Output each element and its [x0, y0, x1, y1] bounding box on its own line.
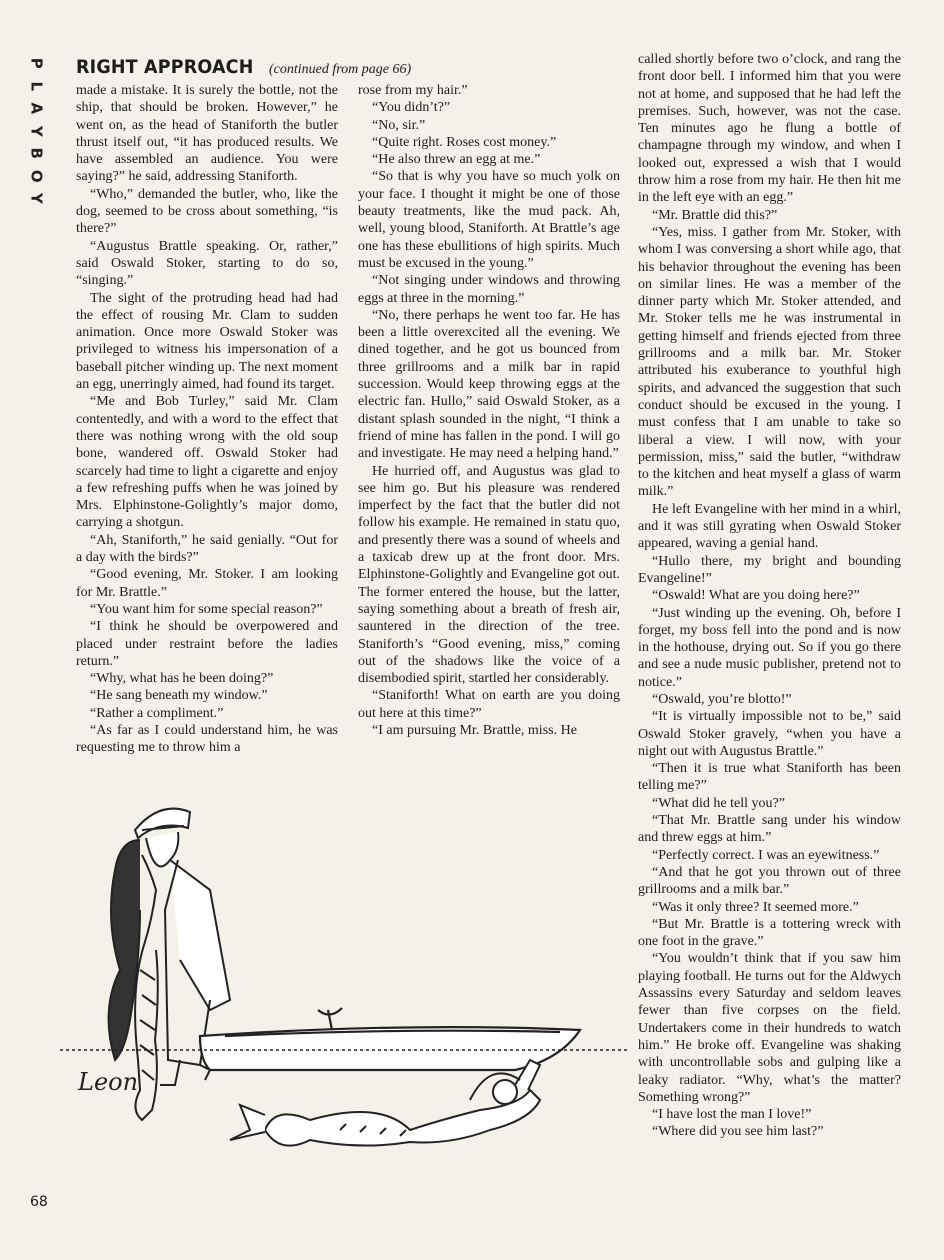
- paragraph: “You wouldn’t think that if you saw him playing football. He turns out for the Aldwych Assassins every Saturday and seldom leaves fewer than five corpses on the field. Undertakers come in their hundreds to watch him.” He broke off. Evangeline was shaking with uncontrollable sobs and gulping like a leaky radiator. “Why, what’s the matter? Something wrong?”: [638, 951, 901, 1105]
- text-column-1: [76, 82, 338, 757]
- magazine-letter: L: [27, 80, 46, 91]
- paragraph: “I am pursuing Mr. Brattle, miss. He: [372, 722, 577, 738]
- paragraph: The sight of the protruding head had had the effect of rousing Mr. Clam to sudden animation. Once more Oswald Stoker was privileged to witness his impersonation of a baseball pitcher winding up. The next moment an egg, unerringly aimed, had found its target.: [76, 290, 338, 393]
- paragraph: “What did he tell you?”: [652, 795, 785, 811]
- paragraph: “Mr. Brattle did this?”: [652, 207, 778, 223]
- magazine-letter: Y: [27, 192, 46, 204]
- paragraph: made a mistake. It is surely the bottle, not the ship, that should be broken. However,” he went on, as the head of Staniforth the butler thrust itself out, “it has produced results. We have assembled an audience. You were saying?” he said, addressing Staniforth.: [76, 83, 338, 185]
- cartoon-signature: Leon: [78, 1068, 139, 1096]
- paragraph: “No, sir.”: [372, 117, 426, 133]
- paragraph: “Quite right. Roses cost money.”: [372, 134, 557, 150]
- paragraph: “As far as I could understand him, he was requesting me to throw him a: [76, 722, 338, 756]
- paragraph: “Oswald! What are you doing here?”: [652, 588, 860, 604]
- continued-note: (continued from page 66): [268, 62, 412, 77]
- paragraph: “Just winding up the evening. Oh, before I forget, my boss fell into the pond and is now in the hothouse, drying out. So if you go there and see a nude music publisher, pretend not to notice.”: [638, 605, 901, 690]
- paragraph: “Me and Bob Turley,” said Mr. Clam contentedly, and with a word to the effect that there was nothing wrong with the old soup bone, wandered off. Oswald Stoker had scarcely had time to light a cigarette and enjoy a few refreshing puffs when he was joined by Mrs. Elphinstone-Golightly’s major domo, carrying a shotgun.: [76, 394, 338, 531]
- article-header: [76, 56, 411, 78]
- paragraph: “He sang beneath my window.”: [90, 688, 268, 704]
- magazine-letter: Y: [27, 125, 46, 137]
- article-title: RIGHT APPROACH: [76, 56, 254, 78]
- paragraph: “Who,” demanded the butler, who, like the dog, seemed to be cross about something, “is there?”: [76, 186, 338, 237]
- magazine-name-vertical: [26, 52, 46, 210]
- cartoon-illustration: [60, 760, 630, 1220]
- page-number: 68: [30, 1194, 48, 1210]
- paragraph: “I have lost the man I love!”: [652, 1107, 812, 1123]
- paragraph: “Good evening, Mr. Stoker. I am looking for Mr. Brattle.”: [76, 567, 338, 600]
- magazine-letter: O: [27, 169, 46, 183]
- paragraph: “Ah, Staniforth,” he said genially. “Out for a day with the birds?”: [76, 532, 338, 566]
- magazine-letter: P: [27, 57, 46, 69]
- paragraph: “Not singing under windows and throwing eggs at three in the morning.”: [358, 273, 620, 306]
- paragraph: “Perfectly correct. I was an eyewitness.”: [652, 847, 880, 863]
- paragraph: “But Mr. Brattle is a tottering wreck with one foot in the grave.”: [638, 916, 901, 950]
- paragraph: He hurried off, and Augustus was glad to see him go. But his pleasure was rendered imperfect by the fact that the butler did not follow his example. He remained in statu quo, and presently there was a sound of wheels and a taxicab drew up at the front door. Mrs. Elphinstone-Golightly and Evangeline got out. The former entered the house, but the latter, saying something about a breath of fresh air, sauntered in the direction of the tree. Staniforth’s “Good evening, miss,” coming out of the shadows like the voice of a disembodied spirit, startled her considerably.: [358, 463, 620, 687]
- magazine-letter: A: [27, 102, 46, 115]
- paragraph: rose from my hair.”: [358, 83, 468, 98]
- paragraph: “And that he got you thrown out of three grillrooms and a milk bar.”: [638, 864, 901, 898]
- paragraph: “Staniforth! What on earth are you doing out here at this time?”: [358, 688, 620, 721]
- paragraph: “No, there perhaps he went too far. He has been a little overexcited all the evening. We dined together, and he got us bounced from three grillrooms and a milk bar in rapid succession. Would keep throwing eggs at the electric fan. Hullo,” said Oswald Stoker, as a distant splash sounded in the night, “I think a friend of mine has fallen in the pond. I will go and investigate. He may need a helping hand.”: [358, 307, 620, 462]
- paragraph: “He also threw an egg at me.”: [372, 152, 541, 168]
- paragraph: “So that is why you have so much yolk on your face. I thought it might be one of those beauty treatments, like the mud pack. Ah, well, young blood, Staniforth. At Brattle’s age one has these ebullitions of high spirits. Much must be excused in the young.”: [358, 169, 620, 271]
- paragraph: “You want him for some special reason?”: [90, 601, 323, 617]
- paragraph: “It is virtually impossible not to be,” said Oswald Stoker gravely, “when you have a night out with Augustus Brattle.”: [638, 709, 901, 759]
- paragraph: “I think he should be overpowered and placed under restraint before the ladies return.”: [76, 619, 338, 669]
- mermaid-underwater: [230, 1060, 540, 1146]
- paragraph: “Oswald, you’re blotto!”: [652, 691, 792, 707]
- paragraph: “You didn’t?”: [372, 100, 451, 116]
- paragraph: “Then it is true what Staniforth has been telling me?”: [638, 761, 901, 794]
- text-column-2: [358, 82, 620, 739]
- paragraph: “Augustus Brattle speaking. Or, rather,” said Oswald Stoker, starting to do so, “singing.”: [76, 238, 338, 289]
- text-column-3: [638, 51, 901, 1141]
- paragraph: “Why, what has he been doing?”: [90, 671, 274, 687]
- paragraph: He left Evangeline with her mind in a whirl, and it was still gyrating when Oswald Stoker appeared, waving a genial hand.: [638, 501, 901, 552]
- paragraph: “Yes, miss. I gather from Mr. Stoker, with whom I was conversing a short while ago, that his behavior throughout the evening has been on similar lines. He was a member of the dinner party which Mr. Stoker attended, and Mr. Stoker tells me he was instrumental in getting himself and friends ejected from three grillrooms and a milk bar. Mr. Stoker attributed his exuberance to youthful high spirits, and advanced the suggestion that such conduct should be excused in the young. I must confess that I am unable to take so liberal a view. I will now, with your permission, miss,” said the butler, “withdraw to the kitchen and heat myself a glass of warm milk.”: [638, 224, 901, 500]
- paragraph: “Was it only three? It seemed more.”: [652, 899, 859, 915]
- paragraph: “Hullo there, my bright and bounding Evangeline!”: [638, 553, 901, 586]
- paragraph: “That Mr. Brattle sang under his window and threw eggs at him.”: [638, 813, 901, 846]
- paragraph: “Rather a compliment.”: [90, 705, 224, 721]
- paragraph: called shortly before two o’clock, and rang the front door bell. I informed him that you were not at home, and supposed that he had left the premises. Such, however, was not the case. Ten minutes ago he flung a bottle of champagne through my window, and when I looked out, expressed a wish that I would throw him a rose from my hair. He then hit me in the left eye with an egg.”: [638, 52, 901, 206]
- paragraph: “Where did you see him last?”: [652, 1124, 824, 1140]
- rowboat: [200, 1008, 580, 1070]
- magazine-letter: B: [27, 147, 46, 159]
